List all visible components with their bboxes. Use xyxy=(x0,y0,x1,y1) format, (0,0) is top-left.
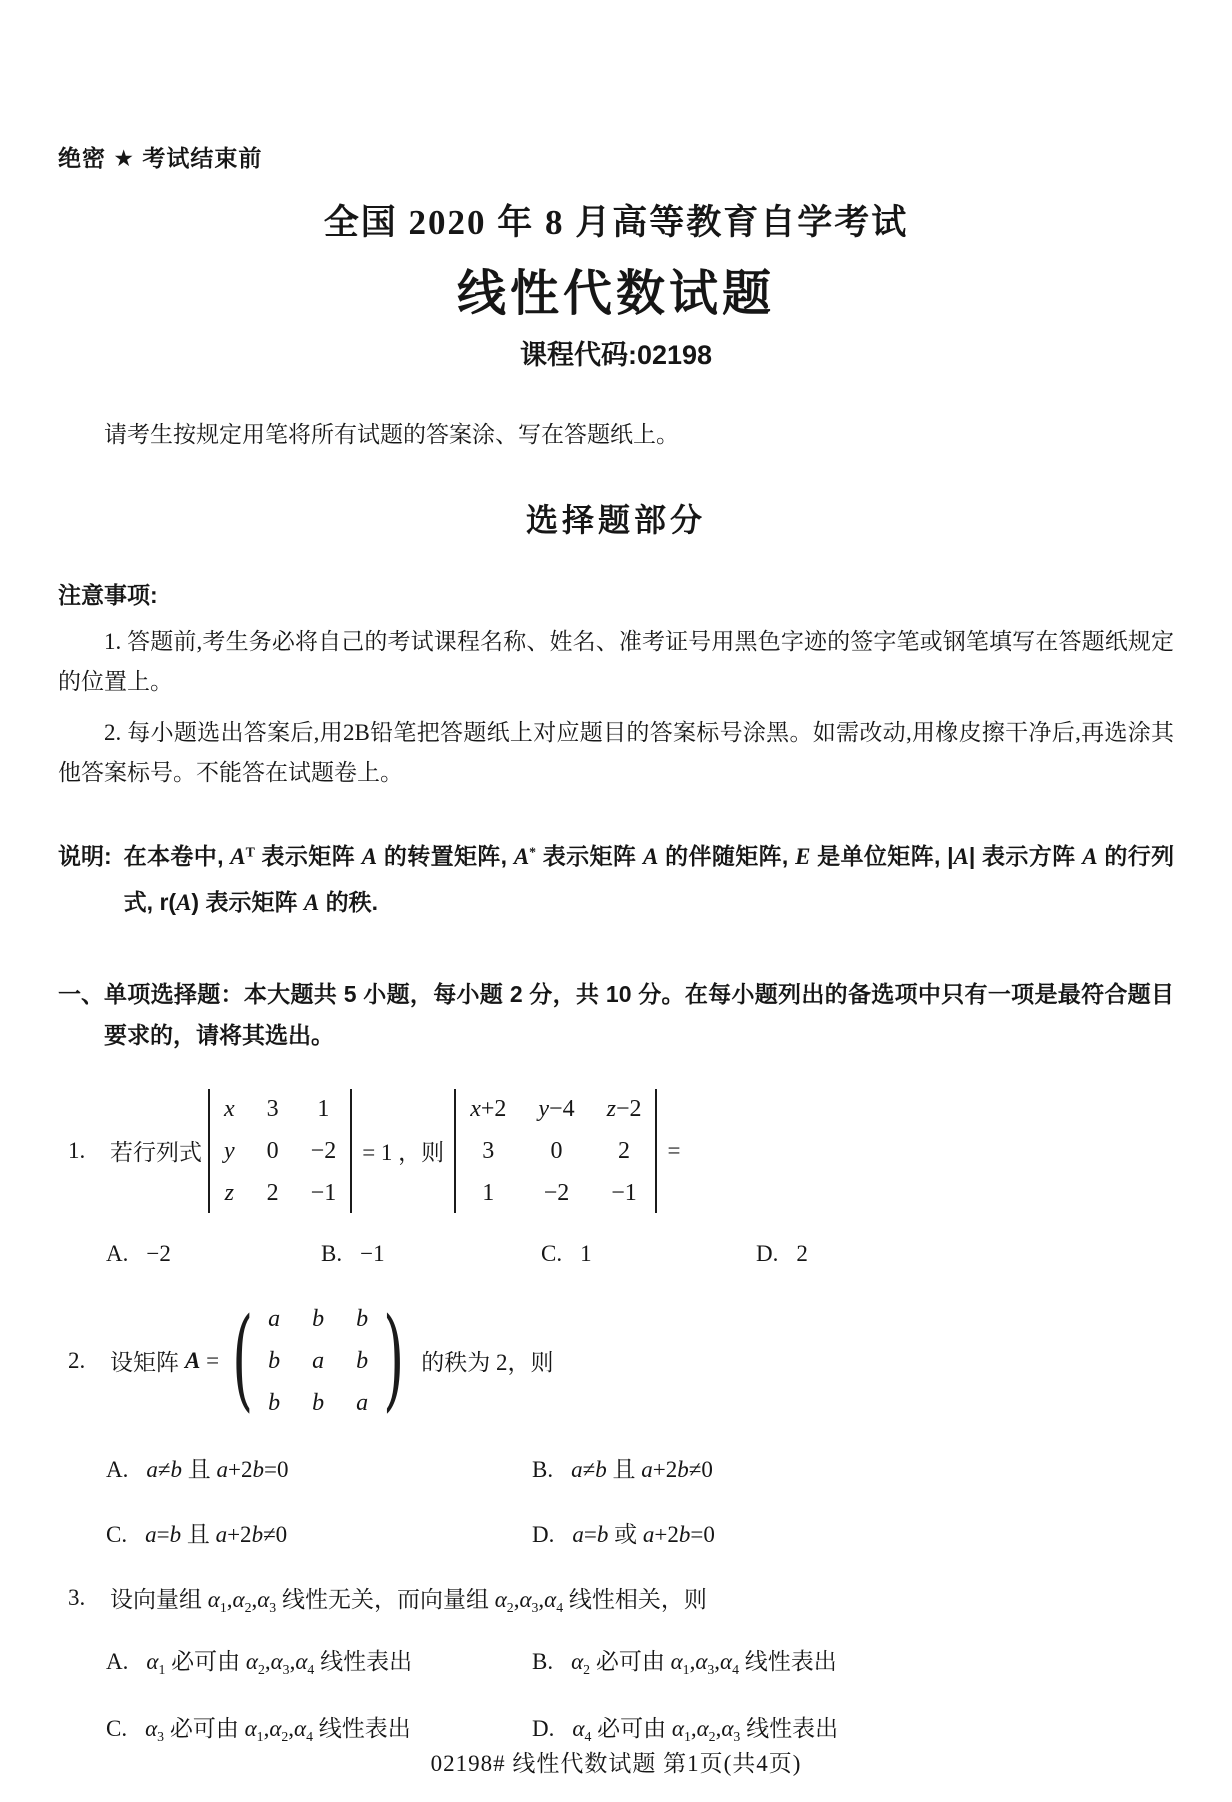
matrix-cell: a xyxy=(356,1389,369,1416)
matrix-cell: b xyxy=(356,1305,369,1332)
matrix-cell: 1 xyxy=(317,1095,330,1122)
matrix-cell: b xyxy=(356,1347,369,1374)
matrix-cell: −1 xyxy=(310,1179,337,1206)
matrix-cell: y−4 xyxy=(538,1095,575,1122)
page-footer: 02198# 线性代数试题 第1页(共4页) xyxy=(430,1751,802,1777)
matrix-cell: 0 xyxy=(550,1137,563,1164)
answer-sheet-instruction: 请考生按规定用笔将所有试题的答案涂、写在答题纸上。 xyxy=(104,422,679,447)
matrix-cell: b xyxy=(268,1347,281,1374)
matrix-cell: 3 xyxy=(266,1095,279,1122)
question-1 xyxy=(58,1089,1174,1267)
exam-title: 全国 2020 年 8 月高等教育自学考试 xyxy=(323,203,909,242)
matrix-cell: z−2 xyxy=(606,1095,642,1122)
matrix-cell: −2 xyxy=(310,1137,337,1164)
matrix-cell: x+2 xyxy=(470,1095,507,1122)
matrix-cell: −1 xyxy=(611,1179,637,1206)
matrix-cell: b xyxy=(312,1389,325,1416)
question-2-stem xyxy=(68,1294,1174,1424)
question-text: 若行列式 xyxy=(110,1140,202,1166)
question-2 xyxy=(58,1294,1174,1549)
question-3-stem xyxy=(68,1581,1174,1616)
determinant-left xyxy=(208,1089,352,1213)
question-text: = xyxy=(667,1137,681,1163)
matrix-cell: 1 xyxy=(482,1179,495,1206)
notation-legend xyxy=(58,834,1174,926)
question-text: 设向量组 $\alpha_1,\alpha_2,\alpha_3$ 线性无关，而向量组 $\alpha_2,\alpha_3,\alpha_4$ 线性相关，则 xyxy=(110,1586,707,1615)
matrix-cell: 2 xyxy=(618,1137,631,1164)
matrix-cell: z xyxy=(224,1179,234,1206)
matrix-cell: 2 xyxy=(266,1179,279,1206)
question-3-options xyxy=(106,1643,1174,1745)
matrix-cell: 3 xyxy=(482,1137,495,1164)
paper-title: 线性代数试题 xyxy=(456,267,775,321)
question-number: 2. xyxy=(68,1347,86,1373)
question-number: 1. xyxy=(68,1137,86,1163)
question-text: 设矩阵 xyxy=(110,1350,179,1376)
matrix-cell: a xyxy=(312,1347,325,1374)
matrix-cell: x xyxy=(224,1095,235,1122)
matrix-cell: −2 xyxy=(543,1179,570,1206)
matrix-a xyxy=(231,1294,405,1424)
question-2-options xyxy=(106,1451,1174,1549)
option-c: C. 1 xyxy=(541,1240,592,1266)
question-text: 的秩为 2，则 xyxy=(421,1350,554,1376)
matrix-cell: b xyxy=(268,1389,281,1416)
notes-block xyxy=(58,577,1174,792)
matrix-cell: a xyxy=(268,1305,281,1332)
option-c: C. a=b 且 a+2b≠0 xyxy=(106,1521,288,1547)
left-paren: ( xyxy=(232,1294,254,1424)
note-item-1: 1. 答题前,考生务必将自己的考试课程名称、姓名、准考证号用黑色字迹的签字笔或钢笔填写在答题纸规定的位置上。 xyxy=(58,629,1174,694)
legend-text: 在本卷中, $A^T$ 表示矩阵 A 的转置矩阵, A* 表示矩阵 A 的伴随矩阵, E 是单位矩阵, |A| 表示方阵 A 的行列式, r(A) 表示矩阵 A 的秩. xyxy=(123,843,1175,916)
part-one-numeral: 一、 xyxy=(58,980,104,1007)
option-b: B. −1 xyxy=(321,1240,385,1266)
note-item-2: 2. 每小题选出答案后,用2B铅笔把答题纸上对应题目的答案标号涂黑。如需改动,用橡皮擦干净后,再选涂其他答案标号。不能答在试题卷上。 xyxy=(58,720,1174,785)
option-b: B. $\alpha_2$ 必可由 $\alpha_1,\alpha_3,\alpha_4$ 线性表出 xyxy=(532,1649,837,1678)
right-paren: ) xyxy=(383,1294,405,1424)
question-3 xyxy=(58,1581,1174,1745)
classification-label: 绝密 ★ 考试结束前 xyxy=(58,145,263,171)
matrix-cell: y xyxy=(224,1137,235,1164)
matrix-cell: 0 xyxy=(266,1137,279,1164)
matrix-name: A = xyxy=(185,1347,220,1373)
option-a: A. $\alpha_1$ 必可由 $\alpha_2,\alpha_3,\alpha_4$ 线性表出 xyxy=(106,1649,413,1678)
notes-title: 注意事项: xyxy=(58,582,158,608)
question-text: = 1 ，则 xyxy=(362,1140,445,1166)
matrix-cell: b xyxy=(312,1305,325,1332)
determinant-right xyxy=(454,1089,657,1213)
question-number: 3. xyxy=(68,1585,86,1611)
option-a: A. a≠b 且 a+2b=0 xyxy=(106,1456,289,1482)
legend-label: 说明: xyxy=(58,843,112,870)
question-1-options xyxy=(106,1241,1174,1267)
option-d: D. a=b 或 a+2b=0 xyxy=(532,1521,715,1547)
part-one-text: 单项选择题：本大题共 5 小题，每小题 2 分，共 10 分。在每小题列出的备选项中只有一项是最符合题目要求的，请将其选出。 xyxy=(104,980,1174,1049)
option-a: A. −2 xyxy=(106,1240,171,1266)
question-1-stem xyxy=(68,1089,1174,1213)
option-b: B. a≠b 且 a+2b≠0 xyxy=(532,1456,713,1482)
section-heading: 选择题部分 xyxy=(525,502,706,538)
option-c: C. $\alpha_3$ 必可由 $\alpha_1,\alpha_2,\alpha_4$ 线性表出 xyxy=(106,1716,411,1745)
course-code: 课程代码:02198 xyxy=(519,340,713,370)
option-d: D. $\alpha_4$ 必可由 $\alpha_1,\alpha_2,\alpha_3$ 线性表出 xyxy=(532,1716,839,1745)
option-d: D. 2 xyxy=(756,1240,808,1266)
part-one-heading xyxy=(58,974,1174,1057)
